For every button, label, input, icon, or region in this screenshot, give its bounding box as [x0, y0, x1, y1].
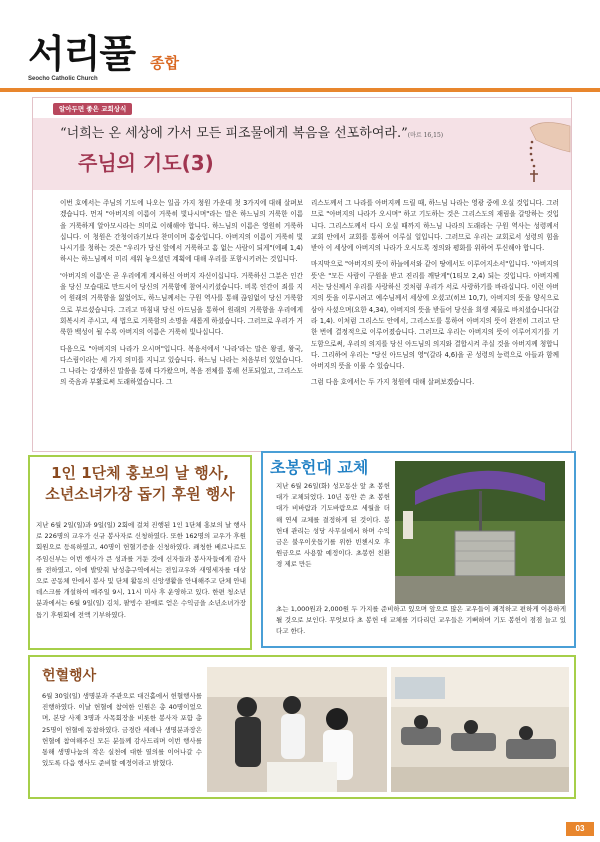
- header-divider: [0, 88, 600, 92]
- promo-event-title-line2: 소년소녀가장 돕기 후원 행사: [45, 485, 235, 503]
- article-paragraph: 마지막으로 "아버지의 뜻이 하늘에서와 같이 땅에서도 이루어지소서"입니다. '아버지의 뜻'은 "모든 사람이 구원을 받고 진리를 깨닫게"(1티모 2,4) 되는 것입니다. 아버지께서는 당신께서 우리를 사랑하신 것처럼 우리가 서로 사랑하기를 바라십니다. 이런 아버지의 뜻을 이루시려고 예수님께서 세상에 오셨고(히브 10,7), 아버지의 뜻을 양식으로 삼아 사셨으며(요한 4,34), 아버지의 뜻을 받들어 당신을 희생 제물로 바치셨습니다(갈라 1,4). 이처럼 그리스도 안에서, 그리스도를 통하여 아버지의 뜻이 완전히 그리고 단 한 번에 결정적으로 이루어졌습니다. 그러므로 우리는 아버지의 뜻이 이루어지기를 기도함으로써, 우리의 의지를 당신 아드님의 의지와 결합시켜 주실 것을 아버지께 청합니다. 그리하여 우리는 "당신 아드님의 영"(갈라 4,6)을 곧 성령의 능력으로 아들과 함께 아버지의 뜻을 이룰 수 있습니다.: [311, 260, 559, 371]
- candle-stand-body-continued: 초는 1,000원과 2,000원 두 가지를 준비하고 있으며 앞으로 많은 교우들이 쾌적하고 편하게 이용하게 될 것으로 보인다. 무엇보다 초 봉헌 대 교체를 기다리던 교우들은 기뻐하며 기도 봉헌이 점점 늘고 있다고 한다.: [276, 605, 566, 636]
- promo-event-body: 지난 6월 2일(일)과 9일(일) 2회에 걸쳐 진행된 1인 1단체 홍보의 날 행사로 226명의 교우가 신규 봉사자로 신청하였다. 또한 162명의 교우가 후원 회원으로 등록하였고, 40명이 헌혈기증을 신청하였다. 쾌청한 베르나르도 주임신부는 이번 행사가 큰 성과를 거둔 것에 신자들과 봉사자들에게 감사를 전하였고, 이에 발맞춰 남성총구역에서는 전입교우와 새영세자를 대상으로 공동체 안에서 봉사 및 단체 활동의 신앙생활을 안내해주고 단체 안내 데스크를 개설하여 매주일 9시, 11시 미사 후 운영하고 있다. 한편 청소년분과에서는 6월 9일(일) 김치, 팥빙수 판매로 얻은 수익금을 소년소녀가장 돕기 후원회에 전액 기부하였다.: [36, 521, 246, 619]
- rosary-hand-image: [512, 118, 572, 190]
- quote-reference: (마르 16,15): [407, 132, 444, 139]
- promo-event-title: [28, 463, 252, 505]
- page-number: 03: [566, 822, 594, 836]
- article-title: 주님의 기도(3): [78, 151, 214, 175]
- article-column-right: [311, 198, 559, 394]
- quote-text: “너희는 온 세상에 가서 모든 피조물에게 복음을 선포하여라.”: [60, 126, 408, 141]
- article-paragraph: '아버지의 이름'은 곧 우리에게 계시하신 아버지 자신이십니다. 거룩하신 그분은 인간을 당신 모습대로 만드시어 당신의 거룩함에 참여시키셨습니다. 비록 인간이 죄를 지어 원래의 거룩함을 잃었어도, 하느님께서는 구원 역사를 통해 끊임없이 당신 거룩함으로 부르셨습니다. 그리고 마침내 당신 아드님을 통하여 원래의 거룩함을 우리에게 회복시켜 주시고, 새 법으로 거룩함의 소명을 새롭게 하셨습니다. 그러므로 우리가 거룩한 백성이 될 수록 아버지의 이름은 거룩히 빛나십니다.: [60, 271, 303, 337]
- column-tag: 알아두면 좋은 교회상식: [53, 103, 132, 115]
- blood-drive-title: 헌혈행사: [42, 668, 97, 684]
- article-paragraph: 리스도께서 그 나라를 아버지께 드릴 때, 하느님 나라는 영광 중에 오실 것입니다. 그러므로 "아버지의 나라가 오시며" 하고 기도하는 것은 그리스도의 재림을 갈망하는 것입니다. 그리스도께서 다시 오실 때까지 하느님 나라의 도래라는 구원 역사는 성령께서 교회 안에서 교회를 통하여 이루실 일입니다. 그러므로 우리는 교회로서 성령의 힘을 받아 이 세상에 아버지의 나라가 오시도록 정의와 평화를 위하여 투신해야 합니다.: [311, 199, 559, 253]
- promo-event-title-line1: 1인 1단체 홍보의 날 행사,: [51, 464, 229, 482]
- article-paragraph: 그럼 다음 호에서는 두 가지 청원에 대해 살펴보겠습니다.: [311, 378, 475, 387]
- article-paragraph: 이번 호에서는 주님의 기도에 나오는 일곱 가지 청원 가운데 첫 3가지에 대해 살펴보겠습니다. 먼저 "아버지의 이름이 거룩히 빛나시며"라는 말은 하느님의 거룩한 이름을 거룩하게 알아모시라는 의미로 이해해야 합니다. 하느님의 이름은 영원히 거룩하십니다. 이 청원은 간청이라기보다 찬미이며 흠숭입니다. 아버지의 이름이 거룩히 빛나시기를 청하는 것은 "우리가 당신 앞에서 거룩하고 흠 없는 사람이 되게"(에페 1,4)하시는 하느님께서 미리 세워 놓으셨던 계획에 대해 우리를 포함시키려는 것입니다.: [60, 199, 303, 264]
- candle-stand-title: 초봉헌대 교체: [270, 458, 369, 477]
- blood-drive-photo-1: [207, 667, 387, 792]
- section-label: 종합: [150, 54, 179, 72]
- scripture-quote: [60, 126, 443, 144]
- blood-drive-photo-2: [391, 667, 569, 792]
- blood-drive-body: 6월 30일(일) 생명분과 주관으로 대건홀에서 헌혈행사를 진행하였다. 이날 헌혈에 참여한 인원은 총 40명이었으며, 본당 사제 3명과 사목회장을 비롯한 봉사자 포함 총 25명이 헌혈에 동참하였다. 금경란 세레나 생명분과장은 헌혈에 참여해주신 모든 분들께 감사드리며 이번 행사를 통해 생명나눔의 작은 실천에 대한 열의를 이어나갈 수 있도록 다음 행사도 준비할 예정이라고 밝혔다.: [42, 692, 202, 768]
- candle-stand-photo: [395, 461, 565, 604]
- newsletter-logo: 서리풀: [28, 32, 136, 76]
- masthead: [0, 0, 600, 96]
- logo-subtitle: Seocho Catholic Church: [28, 76, 98, 82]
- article-paragraph: 다음으로 "아버지의 나라가 오시며"입니다. 복음서에서 '나라'라는 말은 왕권, 왕국, 다스림이라는 세 가지 의미를 지니고 있습니다. 하느님 나라는 처음부터 있었습니다. 그 나라는 강생하신 말씀을 통해 다가왔으며, 복음 전체를 통해 선포되었고, 그리스도의 죽음과 부활로써 도래하였습니다. 그: [60, 344, 303, 387]
- candle-stand-body: 지난 6월 26일(화) 성모동산 앞 초 봉헌 대가 교체되었다. 10년 동안 쓴 초 봉헌 대가 비바람과 기도바람으로 세월을 더해 연세 교체를 결정하게 된 것이다. 봉헌대 관리는 성당 사무실에서 하며 수익금은 불우이웃돕기를 위한 빈첸시오 후원금으로 사용할 예정이다. 초봉헌 친환경 제로 만든: [276, 482, 390, 569]
- article-column-left: [60, 198, 303, 394]
